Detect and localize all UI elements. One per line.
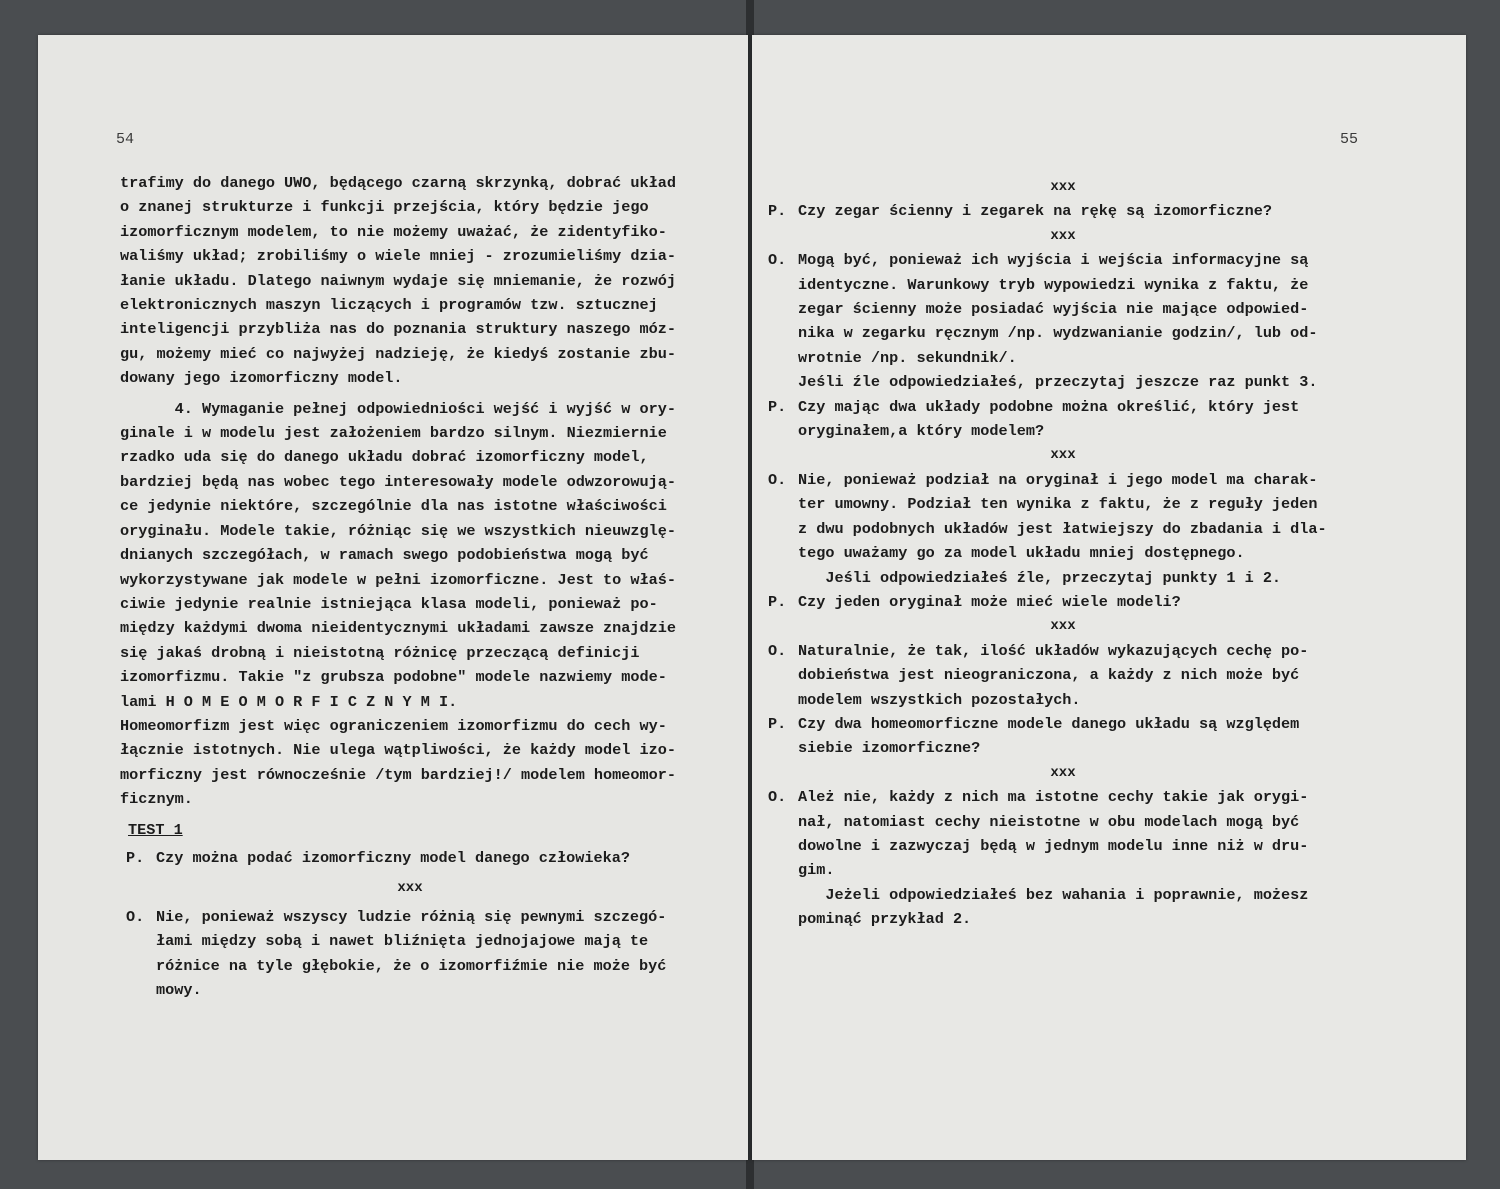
question-label: P. (768, 714, 787, 733)
paragraph-2 (120, 397, 740, 812)
separator-xxx: xxx (1050, 227, 1076, 244)
right-page-body (768, 175, 1388, 932)
answer-text: łami między sobą i nawet bliźnięta jednojajowe mają te (156, 932, 649, 951)
question-text: Czy można podać izomorficzny model danego człowieka? (156, 848, 630, 867)
text-line: gu, możemy mieć co najwyżej nadzieję, że kiedyś zostanie zbu- (120, 344, 676, 363)
text-line: elektronicznych maszyn liczących i programów tzw. sztucznej (120, 296, 658, 315)
answer-label: O. (768, 788, 787, 807)
question-2 (768, 199, 1388, 223)
text-line: oryginału. Modele takie, różniąc się we wszystkich nieuwzglę- (120, 521, 676, 540)
separator-xxx: xxx (1050, 179, 1076, 195)
answer-text: dobieństwa jest nieograniczona, a każdy z nich może być (798, 666, 1300, 685)
answer-4 (768, 639, 1388, 712)
page-number-left: 54 (116, 131, 135, 148)
text-line: morficzny jest równocześnie /tym bardziej!/ modelem homeomor- (120, 765, 676, 784)
answer-text: wrotnie /np. sekundnik/. (798, 348, 1017, 367)
question-text: Czy dwa homeomorficzne modele danego układu są względem (798, 714, 1300, 733)
text-line: ciwie jedynie realnie istniejąca klasa modeli, ponieważ po- (120, 594, 658, 613)
answer-text: Nie, ponieważ podział na oryginał i jego model ma charak- (798, 470, 1318, 489)
answer-text: z dwu podobnych układów jest łatwiejszy do zbadania i dla- (798, 519, 1327, 538)
answer-text: gim. (798, 861, 835, 880)
question-text: Czy zegar ścienny i zegarek na rękę są izomorficzne? (798, 202, 1272, 221)
answer-2 (768, 248, 1388, 394)
text-line: rzadko uda się do danego układu dobrać izomorficzny model, (120, 448, 649, 467)
answer-text: nika w zegarku ręcznym /np. wydzwanianie godzin/, lub od- (798, 324, 1318, 343)
question-label: P. (126, 848, 145, 867)
question-text: Czy jeden oryginał może mieć wiele modeli? (798, 592, 1181, 611)
answer-text: dowolne i zazwyczaj będą w jednym modelu inne niż w dru- (798, 836, 1309, 855)
question-text: oryginałem,a który modelem? (798, 422, 1045, 441)
separator-xxx: xxx (1050, 447, 1076, 464)
answer-text: ter umowny. Podział ten wynika z faktu, że z reguły jeden (798, 495, 1318, 514)
text-line: inteligencji przybliża nas do poznania struktury naszego móz- (120, 320, 676, 339)
answer-text: Jeżeli odpowiedziałeś bez wahania i poprawnie, możesz (798, 885, 1309, 904)
test-title: TEST 1 (128, 820, 183, 839)
separator-xxx: xxx (397, 880, 423, 897)
answer-label: O. (768, 470, 787, 489)
left-page-body (120, 171, 740, 1002)
question-4 (768, 590, 1388, 614)
answer-text: zegar ścienny może posiadać wyjścia nie mające odpowied- (798, 300, 1309, 319)
separator-xxx: xxx (1050, 764, 1076, 781)
question-1 (120, 846, 740, 870)
separator-xxx: xxx (1050, 618, 1076, 635)
left-page (38, 35, 748, 1160)
right-page (752, 35, 1466, 1160)
answer-text: tego uważamy go za model układu mniej dostępnego. (798, 544, 1245, 563)
text-line: 4. Wymaganie pełnej odpowiedniości wejść i wyjść w ory- (120, 399, 676, 418)
text-line: bardziej będą nas wobec tego interesowały modele odwzorowują- (120, 472, 676, 491)
answer-text: modelem wszystkich pozostałych. (798, 690, 1081, 709)
text-line: wykorzystywane jak modele w pełni izomorficzne. Jest to właś- (120, 570, 676, 589)
question-text: Czy mając dwa układy podobne można określić, który jest (798, 397, 1300, 416)
page-number-right: 55 (1340, 131, 1359, 148)
answer-3 (768, 468, 1388, 590)
text-line: między każdymi dwoma nieidentycznymi układami zawsze znajdzie (120, 619, 676, 638)
text-line: łanie układu. Dlatego naiwnym wydaje się mniemanie, że rozwój (120, 271, 676, 290)
question-label: P. (768, 592, 787, 611)
answer-text: Jeśli źle odpowiedziałeś, przeczytaj jeszcze raz punkt 3. (798, 373, 1318, 392)
text-line: o znanej strukturze i funkcji przejścia, który będzie jego (120, 198, 649, 217)
answer-1 (120, 905, 740, 1003)
text-line: ce jedynie niektóre, szczególnie dla nas istotne właściwości (120, 497, 667, 516)
question-5 (768, 712, 1388, 761)
answer-label: O. (768, 641, 787, 660)
question-label: P. (768, 397, 787, 416)
text-line: waliśmy układ; zrobiliśmy o wiele mniej - zrozumieliśmy dzia- (120, 247, 676, 266)
answer-label: O. (126, 907, 145, 926)
text-line: dowany jego izomorficzny model. (120, 369, 403, 388)
paragraph-1 (120, 171, 740, 391)
answer-text: mowy. (156, 981, 202, 999)
question-text: siebie izomorficzne? (798, 739, 981, 758)
text-line: trafimy do danego UWO, będącego czarną skrzynką, dobrać układ (120, 174, 676, 192)
text-line: izomorficznym modelem, to nie możemy uważać, że zidentyfiko- (120, 222, 667, 241)
question-3 (768, 395, 1388, 444)
answer-text: Naturalnie, że tak, ilość układów wykazujących cechę po- (798, 641, 1309, 660)
answer-text: różnice na tyle głębokie, że o izomorfiźmie nie może być (156, 956, 667, 975)
answer-5 (768, 785, 1388, 931)
text-line: lami H O M E O M O R F I C Z N Y M I. (120, 692, 458, 711)
text-line: dnianych szczegółach, w ramach swego podobieństwa mogą być (120, 546, 649, 565)
question-label: P. (768, 202, 787, 221)
text-line: ginale i w modelu jest założeniem bardzo silnym. Niezmiernie (120, 424, 667, 443)
answer-text: Mogą być, ponieważ ich wyjścia i wejścia informacyjne są (798, 251, 1309, 270)
answer-text: Jeśli odpowiedziałeś źle, przeczytaj punkty 1 i 2. (798, 568, 1282, 587)
text-line: ficznym. (120, 790, 193, 809)
answer-text: Nie, ponieważ wszyscy ludzie różnią się pewnymi szczegó- (156, 907, 667, 926)
answer-text: nał, natomiast cechy nieistotne w obu modelach mogą być (798, 812, 1300, 831)
text-line: izomorfizmu. Takie "z grubsza podobne" modele nazwiemy mode- (120, 668, 667, 687)
answer-text: Ależ nie, każdy z nich ma istotne cechy takie jak orygi- (798, 788, 1309, 807)
answer-text: identyczne. Warunkowy tryb wypowiedzi wynika z faktu, że (798, 275, 1309, 294)
answer-label: O. (768, 251, 787, 270)
text-line: łącznie istotnych. Nie ulega wątpliwości, że każdy model izo- (120, 741, 676, 760)
text-line: się jakaś drobną i nieistotną różnicę przeczącą definicji (120, 643, 640, 662)
text-line: Homeomorfizm jest więc ograniczeniem izomorfizmu do cech wy- (120, 716, 667, 735)
answer-text: pominąć przykład 2. (798, 910, 972, 929)
